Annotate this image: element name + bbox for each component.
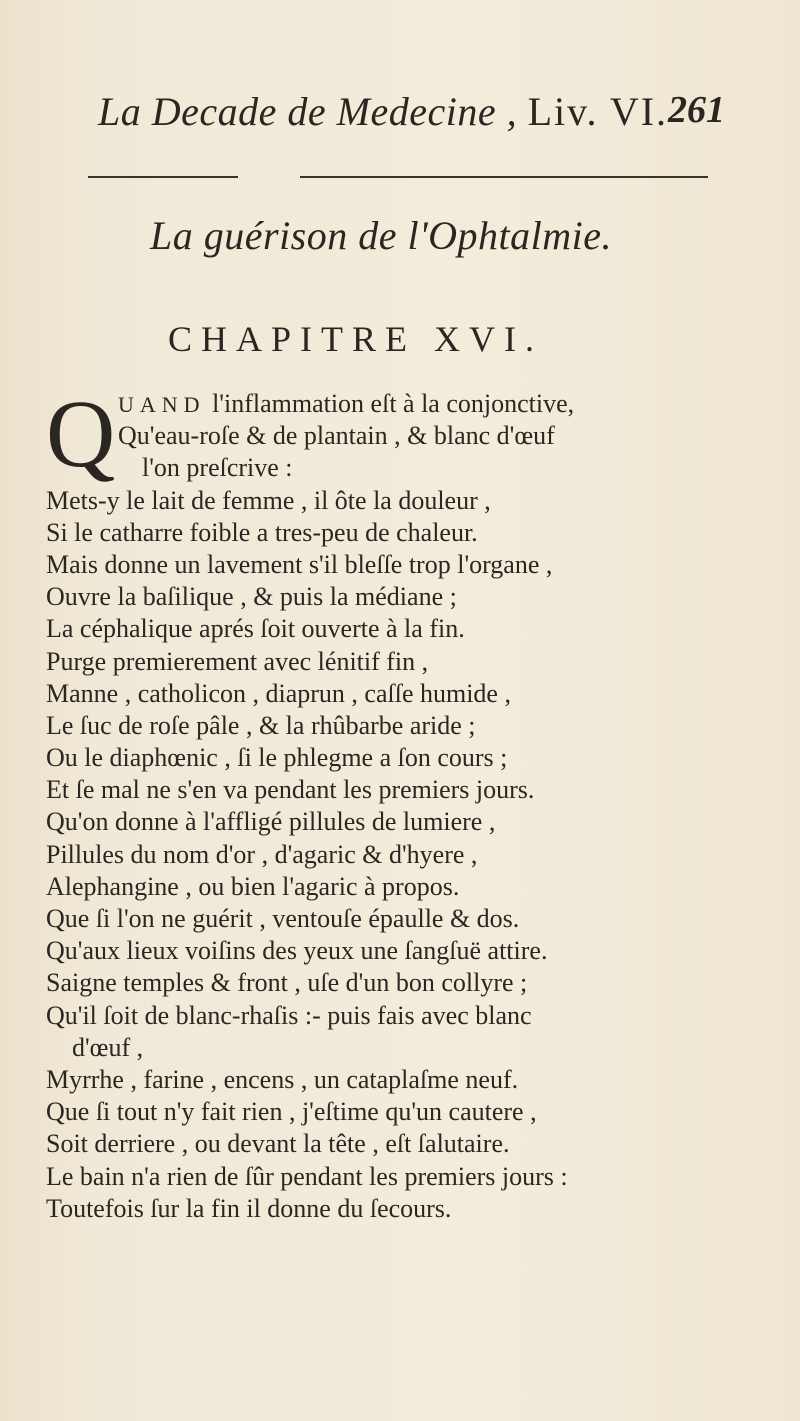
section-title: La guérison de l'Ophtalmie. [150,213,613,258]
book-number: Liv. VI. [527,89,669,134]
header-rule-left [88,176,238,178]
poem-line: Si le catharre foible a tres-peu de chaleur. [46,517,478,547]
poem-line: Qu'il ſoit de blanc-rhaſis :- puis fais avec blanc [46,1000,532,1030]
poem-line: d'œuf , [72,1032,144,1062]
poem-line: Que ſi l'on ne guérit , ventouſe épaulle & dos. [46,904,520,933]
poem-line: Qu'aux lieux voiſins des yeux une ſangſuë attire. [46,936,548,966]
poem-line: Et ſe mal ne s'en va pendant les premiers jours. [46,775,535,805]
poem-line: Le bain n'a rien de ſûr pendant les premiers jours : [46,1161,568,1191]
page-header [0,88,800,138]
poem-line: Saigne temples & front , uſe d'un bon collyre ; [46,968,528,998]
poem-line: Ouvre la baſilique , & puis la médiane ; [46,582,457,612]
running-title [98,88,668,135]
poem-body [46,380,746,1225]
poem-line: Myrrhe , farine , encens , un cataplaſme neuf. [46,1064,519,1094]
poem-line: l'on preſcrive : [142,453,293,483]
header-rule-right [300,176,708,178]
running-title-text: La Decade de Medecine , [98,89,518,134]
poem-line: Soit derriere , ou devant la tête , eſt ſalutaire. [46,1129,510,1159]
page-number: 261 [668,89,725,131]
poem-line: Purge premierement avec lénitif fin , [46,646,429,676]
first-word-smallcaps: UAND [118,392,206,417]
poem-line: Le ſuc de roſe pâle , & la rhûbarbe aride ; [46,710,476,740]
poem-line: Mets-y le lait de femme , il ôte la douleur , [46,485,491,515]
poem-line: Qu'eau-roſe & de plantain , & blanc d'œuf [118,421,555,451]
poem-line: Alephangine , ou bien l'agaric à propos. [46,871,460,901]
drop-cap: Q [46,380,116,487]
poem-line: Toutefois ſur la fin il donne du ſecours. [46,1193,452,1223]
poem-line: Ou le diaphœnic , ſi le phlegme a ſon cours ; [46,743,508,773]
poem-line: Mais donne un lavement s'il bleſſe trop l'organe , [46,549,553,579]
poem-line-first [46,388,746,420]
poem-line: Manne , catholicon , diaprun , caſſe humide , [46,678,511,708]
poem-line: La céphalique aprés ſoit ouverte à la fin. [46,614,465,644]
poem-line: Que ſi tout n'y fait rien , j'eſtime qu'un cautere , [46,1097,537,1127]
poem-line: Qu'on donne à l'affligé pillules de lumiere , [46,807,496,837]
poem-line: Pillules du nom d'or , d'agaric & d'hyere , [46,839,478,869]
first-line-rest: l'inflammation eſt à la conjonctive, [212,389,575,418]
chapter-heading: CHAPITRE XVI. [168,319,543,359]
